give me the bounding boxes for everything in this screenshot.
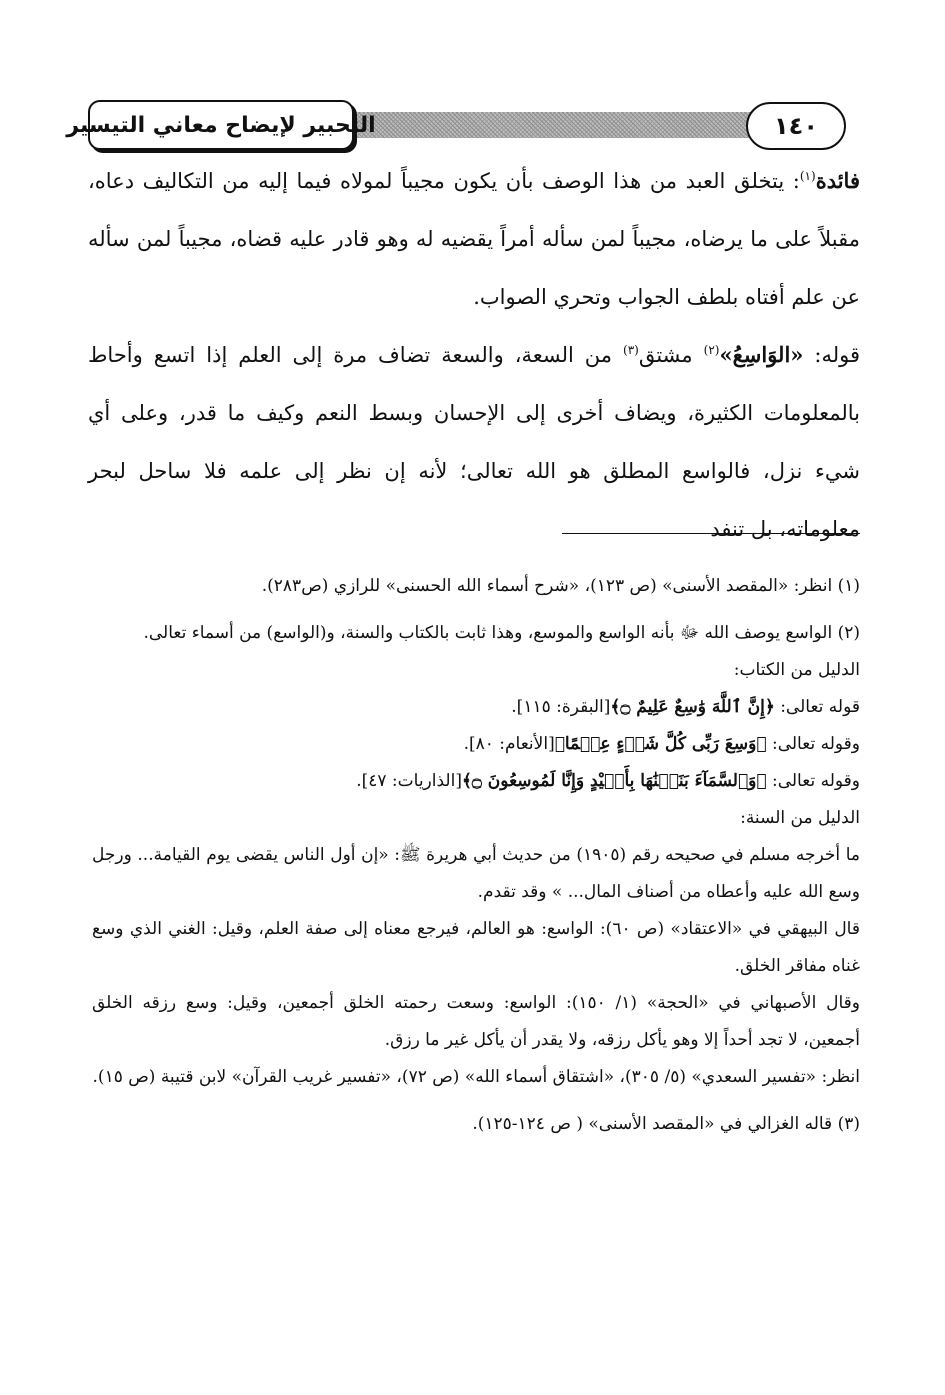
footnote-2-book-heading: الدليل من الكتاب:	[733, 660, 860, 680]
page-number: ١٤٠	[774, 112, 818, 140]
footnote-2-references: انظر: «تفسير السعدي» (٥/ ٣٠٥)، «اشتقاق أسماء الله» (ص ٧٢)، «تفسير غريب القرآن» لابن قتيبة (ص ١٥).	[92, 1067, 860, 1087]
verse-3-text: ﴿وَٱلسَّمَآءَ بَنَيۡنَٰهَا بِأَيۡيْدٍ وَإِنَّا لَمُوسِعُونَ ۝﴾	[461, 771, 767, 791]
footnote-2-verse-3	[92, 763, 860, 800]
wasi-paragraph	[88, 326, 860, 558]
wasi-intro: قوله:	[803, 343, 861, 367]
footnote-ref-3: (٣)	[623, 343, 639, 357]
footnotes	[92, 568, 860, 1143]
footnote-2-sunnah-heading: الدليل من السنة:	[740, 808, 860, 828]
book-title: التحبير لإيضاح معاني التيسير	[66, 112, 376, 138]
footnote-ref-2: (٢)	[703, 343, 720, 357]
footnote-2-asbahani: وقال الأصبهاني في «الحجة» (١/ ١٥٠): الواسع: وسعت رحمته الخلق أجمعين، وقيل: وسع رزقه الخلق أجمعين، لا تجد أحداً إلا وهو يأكل رزقه، ولا يقدر أن يأكل غير ما رزق.	[92, 993, 860, 1050]
verse-2-intro: وقوله تعالى:	[766, 734, 860, 754]
wasi-word: مشتق	[638, 343, 704, 367]
page-header	[66, 98, 860, 154]
footnote-2-verse-1	[92, 689, 860, 726]
book-title-box	[66, 100, 376, 150]
footnote-2-verse-2	[92, 726, 860, 763]
benefit-label: فائدة	[815, 168, 860, 193]
footnote-2-hadith: ما أخرجه مسلم في صحيحه رقم (١٩٠٥) من حديث أبي هريرة ﷺ: «إن أول الناس يقضى يوم القيامة... ورجل وسع الله عليه وأعطاه من أصناف المال... » وقد تقدم.	[92, 845, 860, 902]
footnote-1: (١) انظر: «المقصد الأسنى» (ص ١٢٣)، «شرح أسماء الله الحسنى» للرازي (ص٢٨٣).	[261, 576, 860, 596]
verse-3-ref: [الذاريات: ٤٧].	[356, 771, 462, 791]
main-text	[88, 152, 860, 558]
footnote-3: (٣) قاله الغزالي في «المقصد الأسنى» ( ص ١٢٤-١٢٥).	[472, 1114, 860, 1134]
footnote-ref-1: (١)	[799, 169, 816, 183]
verse-1-ref: [البقرة: ١١٥].	[511, 697, 611, 717]
verse-2-ref: [الأنعام: ٨٠].	[463, 734, 555, 754]
verse-1-intro: قوله تعالى:	[774, 697, 860, 717]
wasi-term: «الوَاسِعُ»	[719, 342, 804, 367]
verse-1-text: ﴿إِنَّ ٱللَّهَ وَٰسِعٌ عَلِيمٌ ۝﴾	[610, 697, 775, 717]
page-number-box	[746, 102, 846, 150]
verse-3-intro: وقوله تعالى:	[766, 771, 860, 791]
verse-2-text: ﴿وَسِعَ رَبِّى كُلَّ شَىۡءٍ عِلۡمًا﴾	[554, 734, 767, 754]
footnote-separator	[562, 533, 860, 534]
footnote-2-intro: (٢) الواسع يوصف الله ﷻ بأنه الواسع والموسع، وهذا ثابت بالكتاب والسنة، و(الواسع) من أسماء تعالى.	[143, 623, 860, 643]
benefit-text: : يتخلق العبد من هذا الوصف بأن يكون مجيباً لمولاه فيما إليه من التكاليف دعاه، مقبلاً على ما يرضاه، مجيباً لمن سأله أمراً يقضيه له وهو قادر عليه قضاه، مجيباً لمن سأله عن علم أفتاه بلطف الجواب وتحري الصواب.	[88, 169, 860, 309]
wasi-text: من السعة، والسعة تضاف مرة إلى العلم إذا اتسع وأحاط بالمعلومات الكثيرة، ويضاف أخرى إلى الإحسان وبسط النعم وكيف ما قدر، وعلى أي شيء نزل، فالواسع المطلق هو الله تعالى؛ لأنه إن نظر إلى علمه فلا ساحل لبحر معلوماته، بل تنفد	[88, 343, 860, 541]
benefit-paragraph	[88, 152, 860, 326]
footnote-2-bayhaqi: قال البيهقي في «الاعتقاد» (ص ٦٠): الواسع: هو العالم، فيرجع معناه إلى صفة العلم، وقيل: الغني الذي وسع غناه مفاقر الخلق.	[92, 919, 860, 976]
